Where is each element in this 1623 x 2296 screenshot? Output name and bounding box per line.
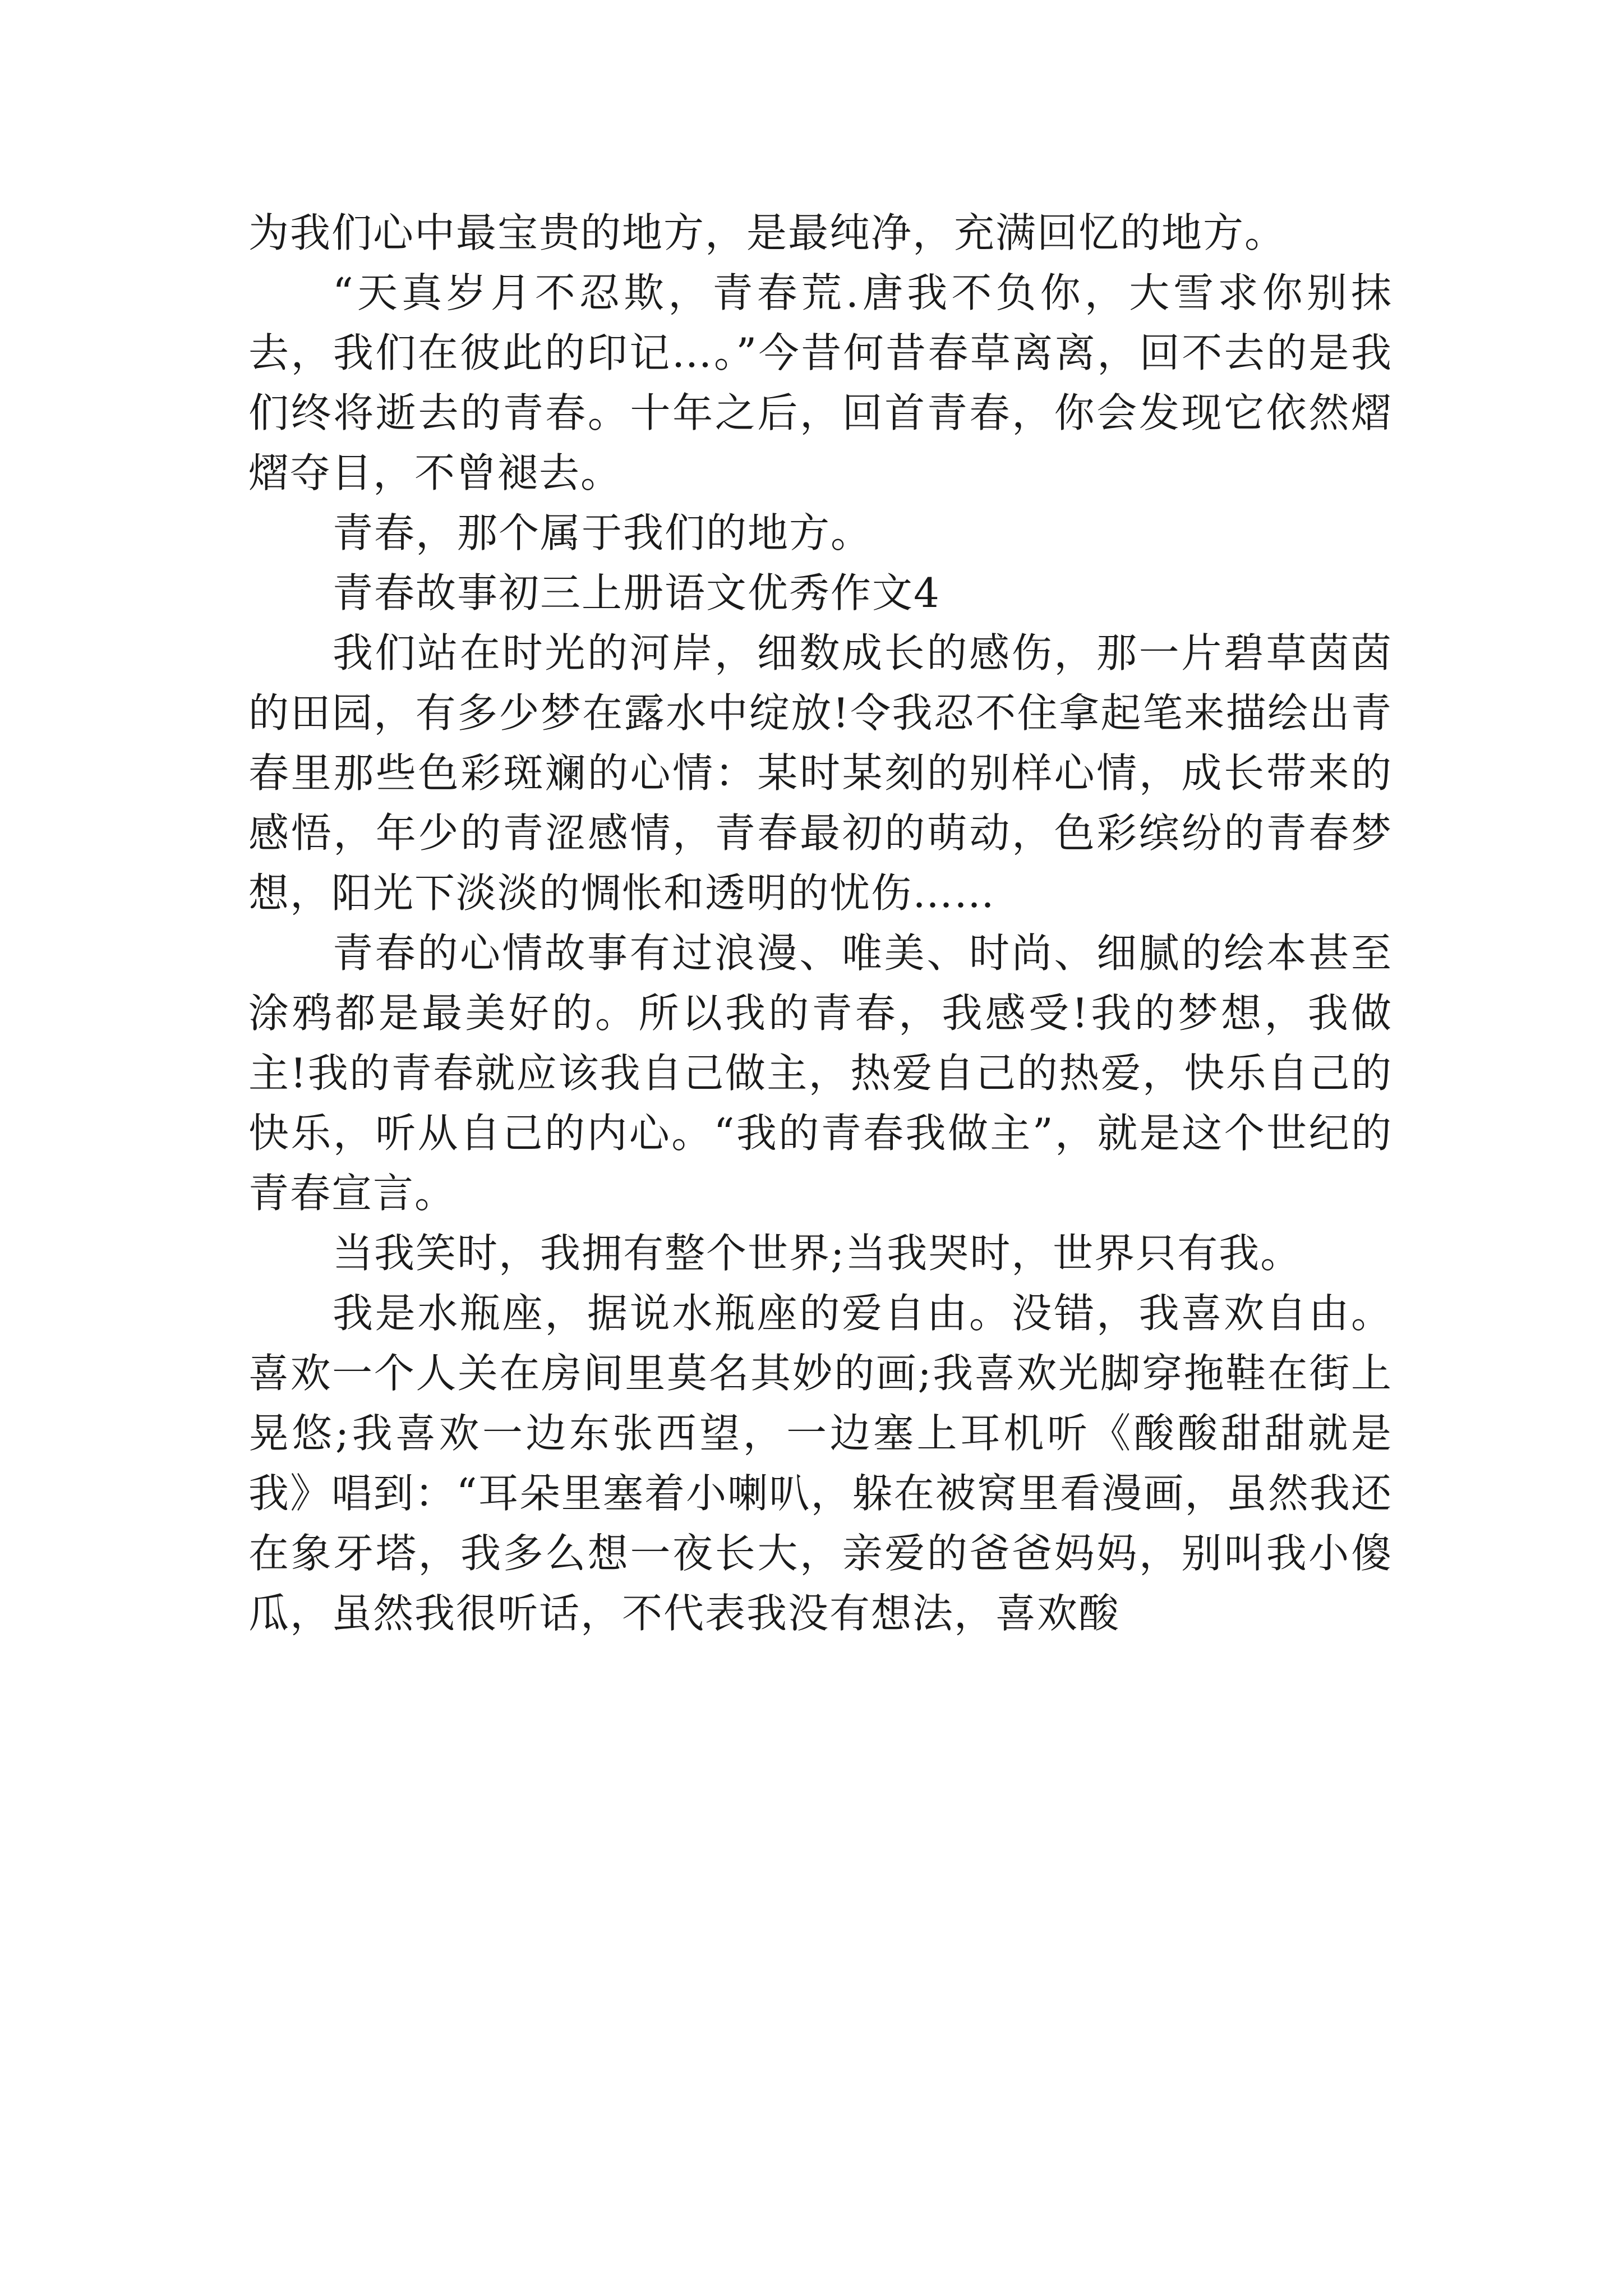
paragraph: “天真岁月不忍欺，青春荒.唐我不负你，大雪求你别抹去，我们在彼此的印记…。”今昔何昔春草离离，回不去的是我们终将逝去的青春。十年之后，回首青春，你会发现它依然熠熠夺目，不曾褪去。 — [248, 269, 1393, 496]
section-heading: 青春故事初三上册语文优秀作文4 — [333, 569, 940, 616]
paragraph: 青春，那个属于我们的地方。 — [333, 509, 873, 556]
paragraph: 为我们心中最宝贵的地方，是最纯净，充满回忆的地方。 — [248, 209, 1287, 256]
paragraph: 我们站在时光的河岸，细数成长的感伤，那一片碧草茵茵的田园，有多少梦在露水中绽放!令我忍不住拿起笔来描绘出青春里那些色彩斑斓的心情：某时某刻的别样心情，成长带来的感悟，年少的青涩感情，青春最初的萌动，色彩缤纷的青春梦想，阳光下淡淡的惆怅和透明的忧伤…… — [248, 629, 1393, 917]
paragraph: 我是水瓶座，据说水瓶座的爱自由。没错，我喜欢自由。喜欢一个人关在房间里莫名其妙的画;我喜欢光脚穿拖鞋在街上晃悠;我喜欢一边东张西望，一边塞上耳机听《酸酸甜甜就是我》唱到：“耳朵里塞着小喇叭，躲在被窝里看漫画，虽然我还在象牙塔，我多么想一夜长大，亲爱的爸爸妈妈，别叫我小傻瓜，虽然我很听话，不代表我没有想法，喜欢酸 — [248, 1290, 1393, 1637]
article-body — [248, 203, 1393, 1644]
paragraph: 当我笑时，我拥有整个世界;当我哭时，世界只有我。 — [333, 1230, 1302, 1277]
paragraph: 青春的心情故事有过浪漫、唯美、时尚、细腻的绘本甚至涂鸦都是最美好的。所以我的青春，我感受!我的梦想，我做主!我的青春就应该我自己做主，热爱自己的热爱，快乐自己的快乐，听从自己的内心。“我的青春我做主”，就是这个世纪的青春宣言。 — [248, 930, 1393, 1217]
